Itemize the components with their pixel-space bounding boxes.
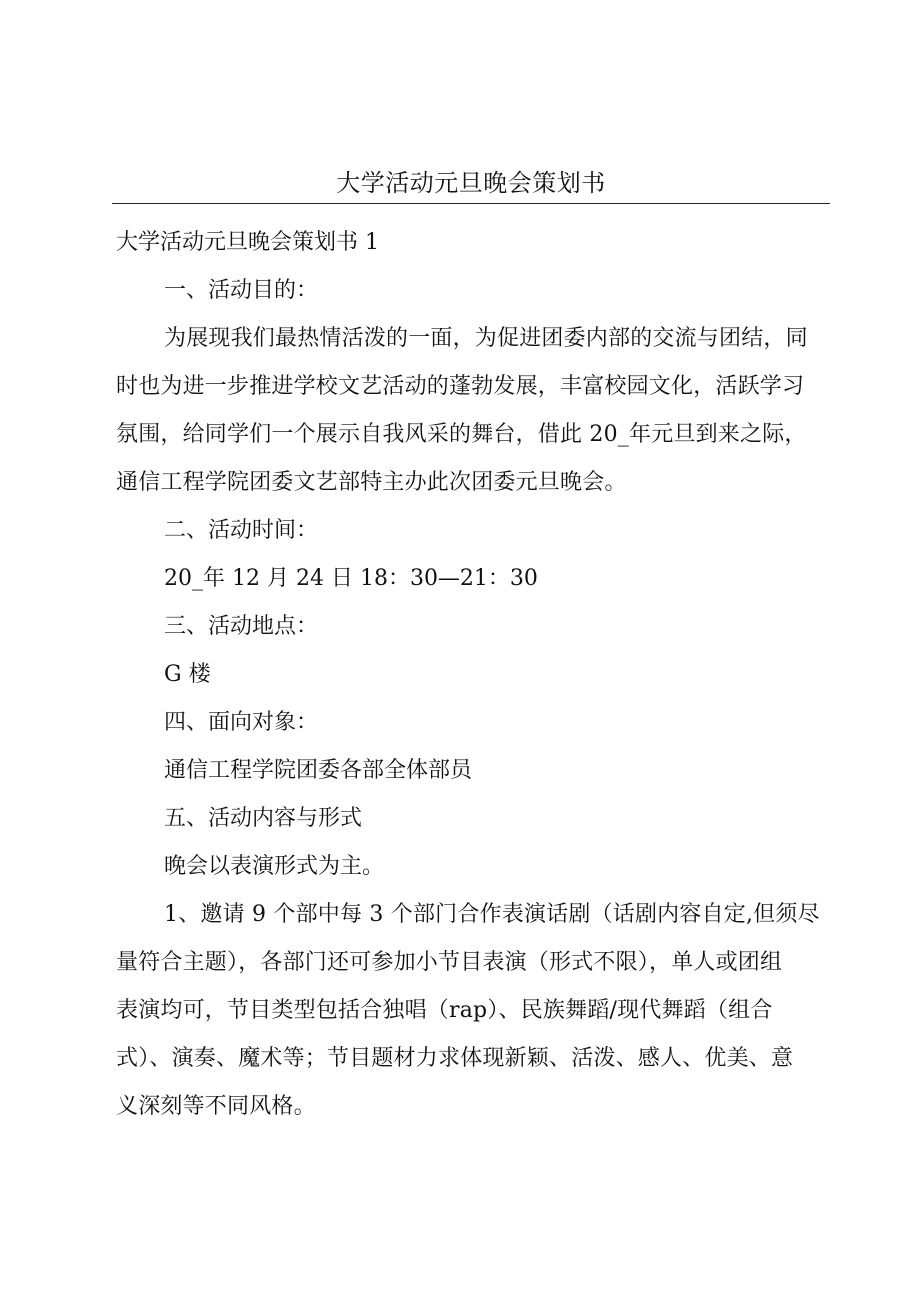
place-value: G 楼	[164, 662, 211, 687]
paragraph-line: 1、邀请 9 个部中每 3 个部门合作表演话剧（话剧内容自定,但须尽	[164, 902, 820, 927]
paragraph-line: 氛围，给同学们一个展示自我风采的舞台，借此 20_年元旦到来之际，	[116, 422, 807, 447]
content-intro: 晚会以表演形式为主。	[164, 854, 385, 879]
content-item-paragraph	[116, 897, 830, 1137]
paragraph-line: 时也为进一步推进学校文艺活动的蓬勃发展，丰富校园文化，活跃学习	[116, 374, 805, 399]
title-divider	[112, 203, 830, 204]
place-heading: 三、活动地点：	[164, 614, 319, 639]
document-title: 大学活动元旦晚会策划书	[336, 169, 606, 197]
paragraph-line: 通信工程学院团委文艺部特主办此次团委元旦晚会。	[116, 470, 627, 495]
paragraph-line: 量符合主题），各部门还可参加小节目表演（形式不限），单人或团组	[116, 950, 783, 975]
time-value: 20_年 12 月 24 日 18：30—21：30	[164, 566, 538, 591]
paragraph-line: 式）、演奏、魔术等；节目题材力求体现新颖、活泼、感人、优美、意	[116, 1046, 794, 1071]
purpose-heading: 一、活动目的：	[164, 278, 319, 303]
paragraph-line: 为展现我们最热情活泼的一面，为促进团委内部的交流与团结，同	[164, 326, 808, 351]
content-heading: 五、活动内容与形式	[164, 806, 363, 831]
paragraph-line: 义深刻等不同风格。	[116, 1094, 316, 1119]
purpose-paragraph	[116, 321, 830, 513]
document-body	[116, 225, 830, 1137]
audience-heading: 四、面向对象：	[164, 710, 319, 735]
paragraph-line: 表演均可，节目类型包括合独唱（rap）、民族舞蹈/现代舞蹈（组合	[116, 998, 773, 1023]
time-heading: 二、活动时间：	[164, 518, 319, 543]
document-subtitle: 大学活动元旦晚会策划书 1	[116, 230, 379, 255]
audience-value: 通信工程学院团委各部全体部员	[164, 758, 473, 783]
